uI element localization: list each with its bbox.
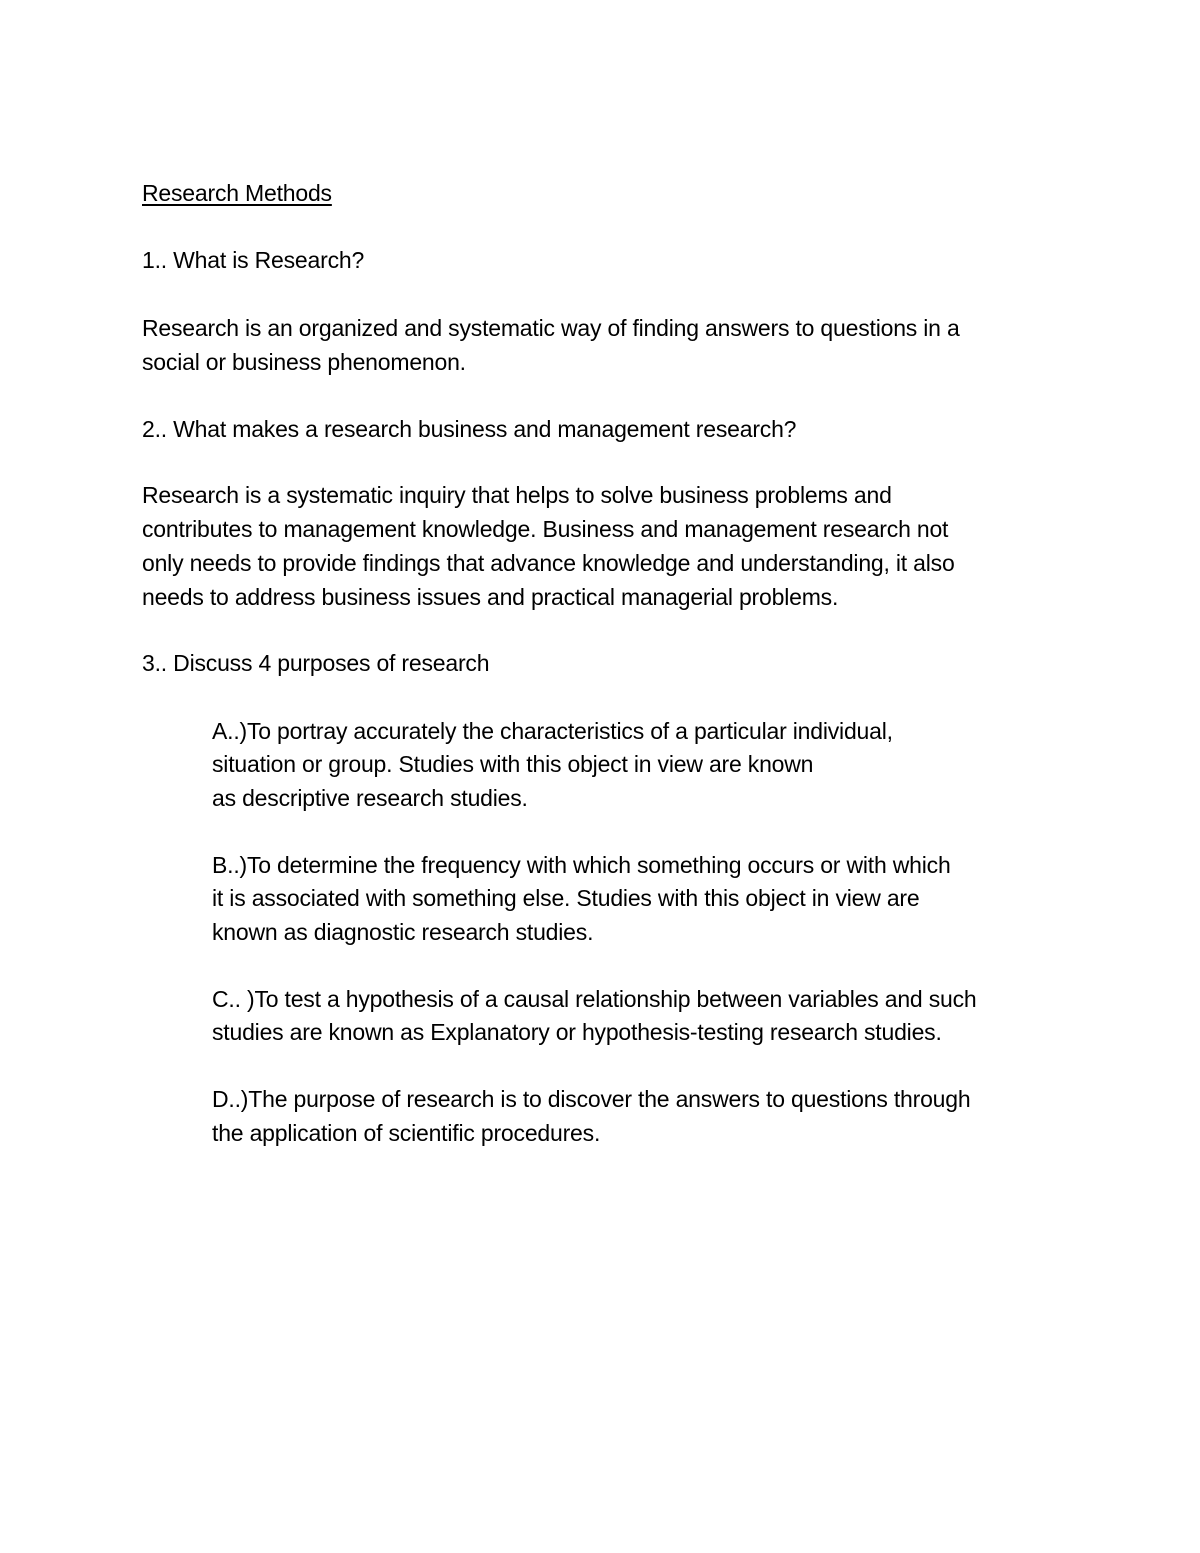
purpose-d-line-1: D..)The purpose of research is to discover the answers to questions through [212,1086,971,1112]
answer-1-line-1: Research is an organized and systematic way of finding answers to questions in a [142,315,960,341]
answer-2-line-1: Research is a systematic inquiry that helps to solve business problems and [142,482,892,508]
answer-2-line-4: needs to address business issues and practical managerial problems. [142,584,839,610]
purpose-c-line-2: studies are known as Explanatory or hypothesis-testing research studies. [212,1019,942,1045]
answer-1-line-2: social or business phenomenon. [142,349,466,375]
purpose-d-line-2: the application of scientific procedures. [212,1120,601,1146]
purpose-c-line-1: C.. )To test a hypothesis of a causal relationship between variables and such [212,986,977,1012]
answer-2-line-2: contributes to management knowledge. Business and management research not [142,516,949,542]
purpose-a-line-1: A..)To portray accurately the characteristics of a particular individual, [212,718,893,744]
answer-2-line-3: only needs to provide findings that advance knowledge and understanding, it also [142,550,955,576]
purpose-b-line-2: it is associated with something else. Studies with this object in view are [212,885,920,911]
purpose-b-line-3: known as diagnostic research studies. [212,919,594,945]
question-1: 1.. What is Research? [142,247,365,273]
question-2: 2.. What makes a research business and management research? [142,416,797,442]
purpose-a-line-3: as descriptive research studies. [212,785,528,811]
purpose-a-line-2: situation or group. Studies with this object in view are known [212,751,814,777]
purpose-b-line-1: B..)To determine the frequency with which something occurs or with which [212,852,951,878]
document-title: Research Methods [142,180,332,206]
question-3: 3.. Discuss 4 purposes of research [142,650,490,676]
